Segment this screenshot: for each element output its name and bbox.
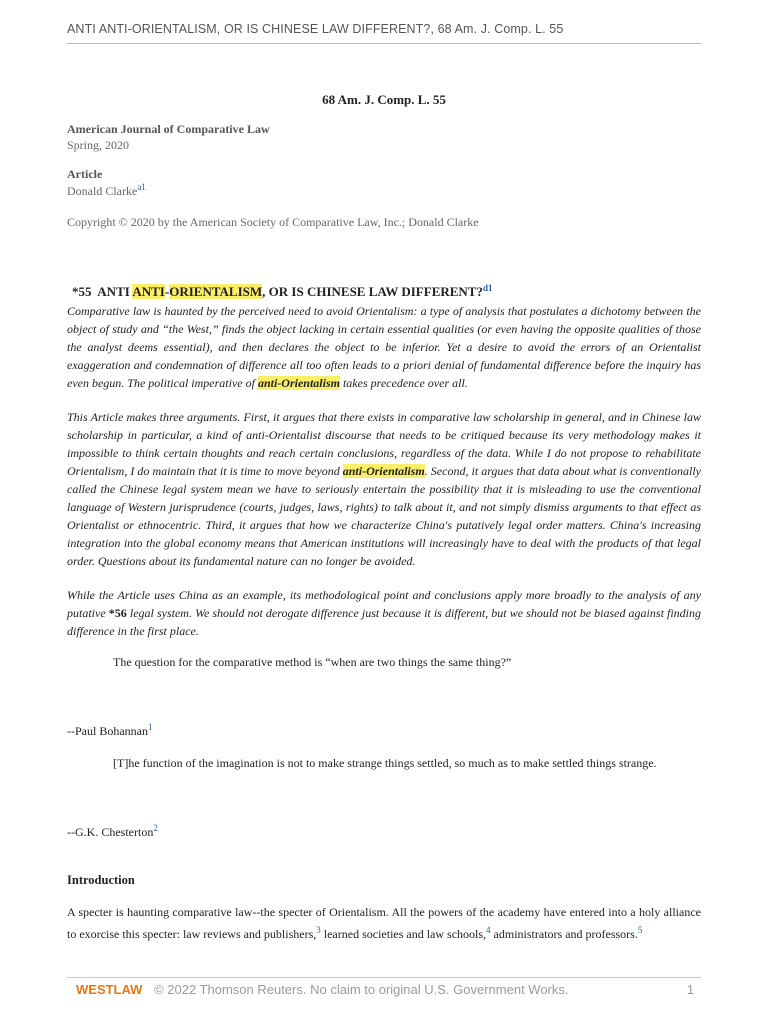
page-footer bbox=[76, 982, 696, 997]
running-header: ANTI ANTI-ORIENTALISM, OR IS CHINESE LAW DIFFERENT?, 68 Am. J. Comp. L. 55 bbox=[67, 22, 564, 36]
search-highlight: ANTI bbox=[132, 284, 165, 299]
star-page-56: *56 bbox=[108, 606, 127, 620]
search-highlight: anti-Orientalism bbox=[257, 376, 340, 390]
star-page-55: *55 bbox=[72, 284, 92, 299]
journal-name: American Journal of Comparative Law bbox=[67, 122, 270, 136]
epigraph-attribution-2: --G.K. Chesterton$^2$ bbox=[67, 823, 158, 839]
copyright-footer: © 2022 Thomson Reuters. No claim to original U.S. Government Works. bbox=[154, 982, 569, 997]
abstract-paragraph-3: While the Article uses China as an example, its methodological point and conclusions apply more broadly to the analysis of any putative *56 legal system. We should not derogate difference just because it is different, but we should not be biased against finding difference in the first place. bbox=[67, 588, 702, 638]
westlaw-logo: WESTLAW bbox=[76, 982, 143, 997]
introduction-paragraph: A specter is haunting comparative law--the specter of Orientalism. All the powers of the academy have entered into a holy alliance to exorcise this specter: law reviews and publishers,$^3$ learned societies and law schools,$^4$ administrators and professors.$^5$ bbox=[67, 905, 701, 941]
footnote-link-4[interactable]: 4 bbox=[486, 925, 491, 935]
article-title: *55 ANTI ANTI-ORIENTALISM, OR IS CHINESE LAW DIFFERENT?$^{d1}$ bbox=[72, 283, 493, 299]
epigraph-quote-1: The question for the comparative method is “when are two things the same thing?” bbox=[113, 655, 512, 669]
footnote-link-1[interactable]: 1 bbox=[147, 722, 153, 732]
epigraph-quote-2: [T]he function of the imagination is not to make strange things settled, so much as to make settled things strange. bbox=[113, 756, 657, 770]
citation: 68 Am. J. Comp. L. 55 bbox=[322, 92, 446, 107]
article-type: Article bbox=[67, 167, 103, 181]
search-highlight: ORIENTALISM bbox=[169, 284, 263, 299]
author-name: Donald Clarke bbox=[67, 184, 138, 198]
section-heading: Introduction bbox=[67, 873, 135, 887]
footnote-link-2[interactable]: 2 bbox=[153, 823, 158, 833]
author-footnote-link[interactable]: a1 bbox=[137, 182, 146, 192]
footer-divider bbox=[67, 977, 701, 978]
publication-date: Spring, 2020 bbox=[67, 138, 130, 152]
author-line bbox=[67, 184, 146, 199]
copyright-notice: Copyright © 2020 by the American Society of Comparative Law, Inc.; Donald Clarke bbox=[67, 215, 479, 229]
footnote-link-5[interactable]: 5 bbox=[637, 925, 643, 935]
abstract-paragraph-1: Comparative law is haunted by the perceived need to avoid Orientalism: a type of analysis that postulates a dichotomy between the object of study and “the West,” finds the object lacking in certain essential qualities (or even having the opposite qualities of those the analyst deems essential), and then declares the object to be inferior. Yet a desire to avoid the errors of an Orientalist exaggeration and condemnation of difference all too often leads to a priori denial of fundamental difference before the inquiry has even begun. The political imperative of anti-Orientalism takes precedence over all. bbox=[67, 304, 701, 390]
abstract-paragraph-2: This Article makes three arguments. First, it argues that there exists in comparative law scholarship in general, and in Chinese law scholarship in particular, a kind of anti-Orientalist discourse that needs to be critiqued because its very methodology makes it impossible to think certain thoughts and reach certain conclusions, regardless of the data. While I do not propose to rehabilitate Orientalism, I do maintain that it is time to move beyond anti-Orientalism. Second, it argues that data about what is conventionally called the Chinese legal system mean we have to seriously entertain the possibility that it is misleading to use the conventional language of Western jurisprudence (courts, judges, laws, rights) to talk about it, and not simply dismiss arguments to that effect as Orientalist or ethnocentric. Third, it argues that how we characterize China's putatively legal order matters. China's increasing integration into the global economy means that American institutions will increasingly have to deal with the products of that legal order. Questions about its fundamental nature can no longer be avoided. bbox=[67, 410, 701, 568]
search-highlight: anti-Orientalism bbox=[342, 464, 425, 478]
page-number: 1 bbox=[686, 982, 694, 997]
epigraph-attribution-1: --Paul Bohannan$^1$ bbox=[67, 722, 153, 738]
header-divider bbox=[67, 43, 701, 44]
footnote-link-3[interactable]: 3 bbox=[316, 925, 321, 935]
title-footnote-link[interactable]: d1 bbox=[482, 283, 493, 293]
